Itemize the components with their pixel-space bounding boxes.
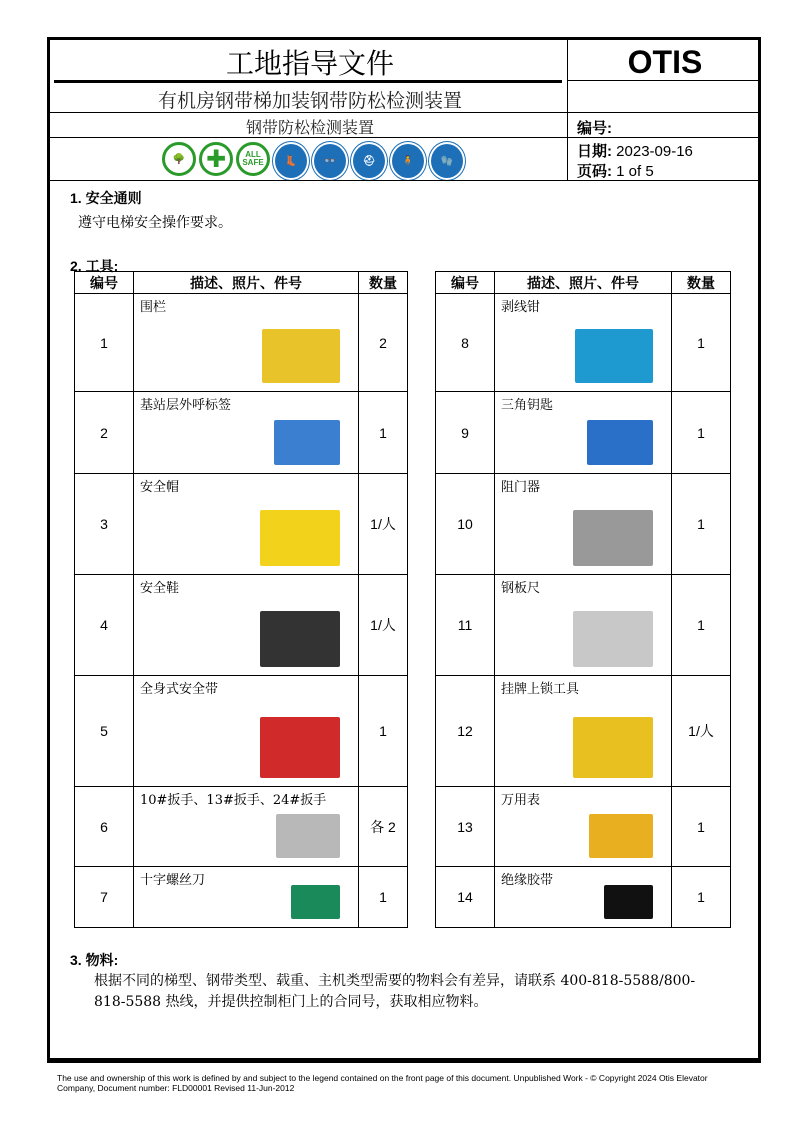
column-header: 数量 [672, 272, 731, 294]
item-number: 8 [436, 294, 495, 392]
document-title: 工地指导文件 [225, 48, 394, 79]
item-photo [604, 885, 653, 919]
item-photo [573, 510, 653, 566]
item-number: 4 [75, 575, 134, 676]
item-photo [291, 885, 340, 919]
item-quantity: 1 [672, 392, 731, 474]
item-description: 全身式安全带 [134, 676, 359, 787]
item-photo [276, 814, 340, 858]
table-row [75, 676, 408, 787]
table-row [75, 867, 408, 928]
safety-boots-icon: 👢 [273, 142, 309, 180]
item-quantity: 1 [672, 474, 731, 575]
environment-tree-icon: 🌳 [162, 142, 196, 176]
item-quantity: 1 [672, 787, 731, 867]
item-photo [575, 329, 653, 383]
table-row [436, 676, 731, 787]
tools-table-left [74, 271, 408, 928]
item-number: 12 [436, 676, 495, 787]
table-row [75, 294, 408, 392]
table-row [436, 294, 731, 392]
first-aid-cross-icon: ✚ [199, 142, 233, 176]
item-quantity: 1 [672, 575, 731, 676]
item-description: 钢板尺 [495, 575, 672, 676]
column-header: 描述、照片、件号 [134, 272, 359, 294]
column-header: 数量 [359, 272, 408, 294]
safety-icons [162, 142, 465, 180]
hard-hat-icon: ⛑ [351, 142, 387, 180]
item-description: 安全鞋 [134, 575, 359, 676]
item-quantity: 2 [359, 294, 408, 392]
safety-goggles-icon: 👓 [312, 142, 348, 180]
full-body-harness-icon: 🧍 [390, 142, 426, 180]
section-3-title: 3. 物料: [70, 952, 119, 968]
item-number: 5 [75, 676, 134, 787]
item-description: 剥线钳 [495, 294, 672, 392]
item-quantity: 1 [672, 867, 731, 928]
item-description: 挂牌上锁工具 [495, 676, 672, 787]
item-quantity: 1/人 [672, 676, 731, 787]
table-row [436, 867, 731, 928]
table-row [75, 474, 408, 575]
item-quantity: 1 [359, 867, 408, 928]
item-description: 围栏 [134, 294, 359, 392]
item-photo [260, 717, 340, 778]
page-number: 页码: 1 of 5 [577, 163, 654, 180]
item-photo [260, 510, 340, 566]
table-row [436, 474, 731, 575]
table-row [75, 392, 408, 474]
item-number: 11 [436, 575, 495, 676]
item-description: 10#扳手、13#扳手、24#扳手 [134, 787, 359, 867]
item-description: 绝缘胶带 [495, 867, 672, 928]
section-1-title: 1. 安全通则 [70, 190, 142, 206]
all-safe-icon: ALL SAFE [236, 142, 270, 176]
item-number: 14 [436, 867, 495, 928]
gloves-icon: 🧤 [429, 142, 465, 180]
item-photo [573, 611, 653, 667]
item-quantity: 1 [359, 392, 408, 474]
item-description: 万用表 [495, 787, 672, 867]
column-header: 编号 [75, 272, 134, 294]
item-number: 6 [75, 787, 134, 867]
item-number: 2 [75, 392, 134, 474]
tools-table-right [435, 271, 731, 928]
item-quantity: 1 [359, 676, 408, 787]
item-quantity: 各 2 [359, 787, 408, 867]
section-2-title: 2. 工具: [70, 258, 119, 274]
item-photo [589, 814, 653, 858]
table-row [436, 787, 731, 867]
item-photo [587, 420, 653, 465]
item-description: 基站层外呼标签 [134, 392, 359, 474]
item-number: 10 [436, 474, 495, 575]
item-description: 安全帽 [134, 474, 359, 575]
item-photo [573, 717, 653, 778]
otis-logo: OTIS [627, 44, 703, 80]
item-quantity: 1/人 [359, 474, 408, 575]
table-row [75, 575, 408, 676]
column-header: 编号 [436, 272, 495, 294]
number-label: 编号: [577, 120, 612, 137]
item-number: 9 [436, 392, 495, 474]
date: 日期: 2023-09-16 [577, 143, 693, 160]
table-row [436, 392, 731, 474]
footer-copyright: The use and ownership of this work is defined by and subject to the legend contained on the front page of this document. Unpublished Work - © Copyright 2024 Otis Elevator Company, Document number: FLD00001 Revised 11-Jun-2012 [57, 1073, 708, 1093]
item-description: 三角钥匙 [495, 392, 672, 474]
section-1-body: 遵守电梯安全操作要求。 [78, 215, 232, 231]
column-header: 描述、照片、件号 [495, 272, 672, 294]
item-number: 7 [75, 867, 134, 928]
item-photo [274, 420, 340, 465]
item-number: 1 [75, 294, 134, 392]
item-description: 十字螺丝刀 [134, 867, 359, 928]
table-row [75, 787, 408, 867]
document-subtitle-2: 钢带防松检测装置 [245, 118, 374, 137]
item-description: 阻门器 [495, 474, 672, 575]
section-3-body: 根据不同的梯型、钢带类型、载重、主机类型需要的物料会有差异，请联系 400-818-5588/800-818-5588 热线，并提供控制柜门上的合同号，获取相应物料。 [94, 973, 696, 1010]
document-subtitle: 有机房钢带梯加装钢带防松检测装置 [157, 90, 462, 112]
item-photo [260, 611, 340, 667]
item-photo [262, 329, 340, 383]
item-number: 3 [75, 474, 134, 575]
item-quantity: 1/人 [359, 575, 408, 676]
item-number: 13 [436, 787, 495, 867]
table-row [436, 575, 731, 676]
item-quantity: 1 [672, 294, 731, 392]
